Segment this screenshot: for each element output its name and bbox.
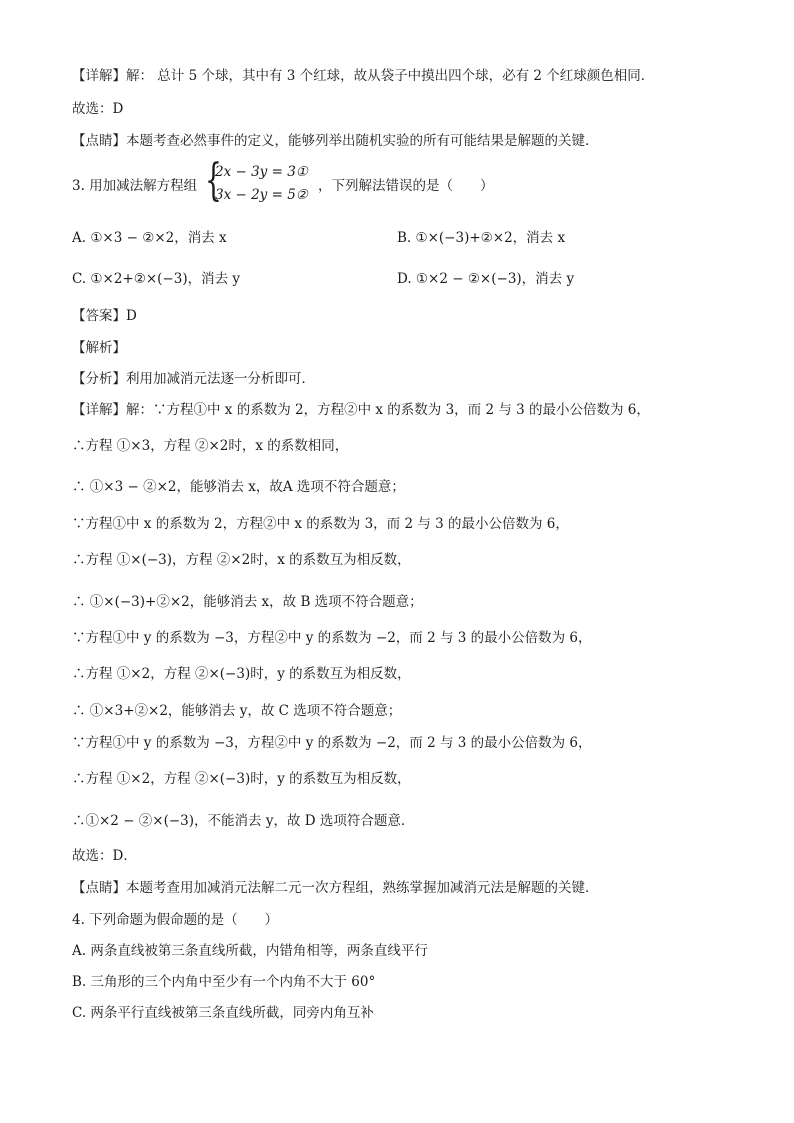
detail-line: ∴方程 ①×(−3)，方程 ②×2时，x 的系数互为相反数，: [72, 552, 411, 568]
option-c: C. ①×2+②×(−3)，消去 y: [72, 271, 241, 287]
choice-line: 故选：D．: [72, 848, 137, 864]
question-4-option-a: A. 两条直线被第三条直线所截，内错角相等，两条直线平行: [72, 943, 428, 959]
detail-line: ∵方程①中 y 的系数为 −3，方程②中 y 的系数为 −2，而 2 与 3 的最小公倍数为 6，: [72, 735, 592, 751]
question-3-suffix: ，下列解法错误的是（ ）: [318, 178, 494, 194]
question-3-prefix: 3. 用加减法解方程组: [72, 178, 198, 194]
detail-line: ∵方程①中 y 的系数为 −3，方程②中 y 的系数为 −2，而 2 与 3 的最小公倍数为 6，: [72, 630, 592, 646]
detail-line: ∴ ①×3 − ②×2，能够消去 x，故A 选项不符合题意；: [72, 479, 405, 495]
detail-line: ∴ ①×(−3)+②×2，能够消去 x，故 B 选项不符合题意；: [72, 594, 423, 610]
option-a: A. ①×3 − ②×2，消去 x: [72, 230, 227, 246]
analysis-heading: 【解析】: [72, 340, 126, 356]
answer-line: 【答案】D: [72, 308, 137, 324]
detail-line: ∴①×2 − ②×(−3)，不能消去 y，故 D 选项符合题意．: [72, 813, 415, 829]
analysis-line: 【分析】利用加减消元法逐一分析即可．: [72, 371, 315, 387]
detail-line: ∴ ①×3+②×2，能够消去 y，故 C 选项不符合题意；: [72, 703, 402, 719]
detail-line: 【详解】解：∵方程①中 x 的系数为 2，方程②中 x 的系数为 3，而 2 与 3 的最小公倍数为 6，: [72, 402, 650, 418]
detail-line: ∴方程 ①×2，方程 ②×(−3)时，y 的系数互为相反数，: [72, 771, 411, 787]
question-4: 4. 下列命题为假命题的是（ ）: [72, 912, 279, 928]
detail-line: ∴方程 ①×2，方程 ②×(−3)时，y 的系数互为相反数，: [72, 666, 411, 682]
comment-line: 【点睛】本题考查用加减消元法解二元一次方程组，熟练掌握加减消元法是解题的关键．: [72, 880, 599, 896]
detail-line: ∵方程①中 x 的系数为 2，方程②中 x 的系数为 3，而 2 与 3 的最小公倍数为 6，: [72, 516, 569, 532]
option-b: B. ①×(−3)+②×2，消去 x: [397, 230, 566, 246]
equation-2: 3x − 2y = 5②: [215, 187, 308, 203]
question-4-option-b: B. 三角形的三个内角中至少有一个内角不大于 60°: [72, 974, 376, 990]
brace-symbol: {: [205, 155, 222, 206]
detail-line: ∴方程 ①×3，方程 ②×2时，x 的系数相同，: [72, 438, 349, 454]
comment-line: 【点睛】本题考查必然事件的定义，能够列举出随机实验的所有可能结果是解题的关键．: [72, 133, 599, 149]
choice-line: 故选：D: [72, 101, 124, 117]
question-4-option-c: C. 两条平行直线被第三条直线所截，同旁内角互补: [72, 1005, 374, 1021]
option-d: D. ①×2 − ②×(−3)，消去 y: [397, 271, 575, 287]
explanation-line: 【详解】解： 总计 5 个球，其中有 3 个红球，故从袋子中摸出四个球，必有 2 个红球颜色相同．: [72, 68, 655, 84]
equation-1: 2x − 3y = 3①: [215, 164, 308, 180]
